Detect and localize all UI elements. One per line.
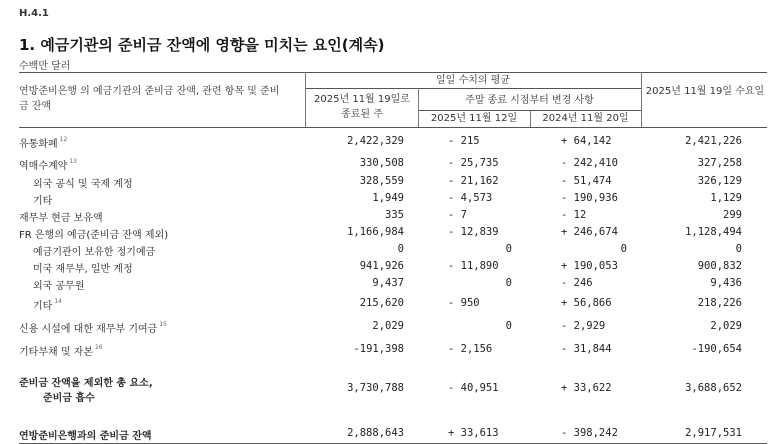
cell-col1: 1,166,984: [347, 226, 404, 238]
table-row: [0, 192, 772, 208]
cell-col1: 3,730,788: [347, 382, 404, 394]
header-group: 일일 수치의 평균: [436, 75, 510, 86]
row-label: [19, 343, 103, 358]
cell-col1: 9,437: [372, 277, 404, 289]
footnote-ref: 12: [59, 136, 68, 143]
cell-col4: 1,128,494: [685, 226, 742, 238]
cell-col4: 218,226: [697, 297, 742, 309]
row-label: [19, 209, 103, 224]
cell-col1: 1,949: [372, 192, 404, 204]
table-row: [0, 260, 772, 276]
row-label-text: 기타: [33, 196, 53, 207]
cell-col1: 335: [385, 209, 404, 221]
cell-col2: 0: [505, 243, 512, 255]
cell-col3: + 64,142: [561, 135, 612, 147]
row-label-text: 예금기관이 보유한 정기예금: [33, 247, 156, 258]
cell-col3: + 33,622: [561, 382, 612, 394]
table-row: [0, 297, 772, 313]
cell-col2: - 11,890: [448, 260, 499, 272]
row-label-text: 기타: [33, 301, 53, 312]
cell-col3: - 398,242: [561, 427, 618, 439]
table-row: [0, 226, 772, 242]
cell-col2: 0: [505, 277, 512, 289]
cell-col1: 328,559: [359, 175, 404, 187]
header-bottom-rule: [19, 127, 767, 128]
cell-col2: - 215: [448, 135, 480, 147]
row-label: [33, 192, 52, 207]
cell-col4: 2,029: [710, 320, 742, 332]
header-col4: 2025년 11월 19일 수요일: [645, 86, 765, 97]
cell-col2: - 4,573: [448, 192, 493, 204]
cell-col1: 2,422,329: [347, 135, 404, 147]
cell-col2: - 21,162: [448, 175, 499, 187]
cell-col2: - 7: [448, 209, 467, 221]
cell-col3: + 246,674: [561, 226, 618, 238]
row-label-text: 신용 시설에 대한 재무부 기여금: [19, 324, 158, 335]
footnote-ref: 15: [159, 321, 167, 328]
cell-col2: - 40,951: [448, 382, 499, 394]
row-label-text: 외국 공식 및 국제 계정: [33, 179, 133, 190]
cell-col3: 0: [620, 243, 627, 255]
row-label: [33, 277, 84, 292]
cell-col3: - 246: [561, 277, 593, 289]
units-label: 수백만 달러: [19, 61, 71, 72]
row-label: [33, 175, 133, 190]
row-label-text: 연방준비은행과의 준비금 잔액: [19, 431, 152, 442]
cell-col3: - 242,410: [561, 157, 618, 169]
table-row: [0, 243, 772, 259]
row-label-cont: 준비금 흡수: [43, 393, 95, 404]
row-label-text: 외국 공무원: [33, 281, 85, 292]
group-rule: [305, 88, 641, 89]
cell-col4: 327,258: [697, 157, 742, 169]
divider: [641, 72, 642, 127]
header-col2: 2025년 11월 12일: [430, 113, 518, 124]
cell-col4: 3,688,652: [685, 382, 742, 394]
footnote-ref: 16: [94, 344, 103, 351]
row-label: [19, 320, 167, 335]
cell-col3: - 2,929: [561, 320, 606, 332]
row-label-text: 준비금 잔액을 제외한 총 요소,: [19, 378, 153, 389]
row-label-text: 미국 재무부, 일반 계정: [33, 264, 133, 275]
cell-col2: - 2,156: [448, 343, 493, 355]
cell-col2: - 950: [448, 297, 480, 309]
cell-col1: 0: [397, 243, 404, 255]
table-row: [0, 320, 772, 336]
cell-col2: + 33,613: [448, 427, 499, 439]
row-label-text: FR 은행의 예금(준비금 잔액 제외): [19, 230, 169, 241]
footnote-ref: 14: [54, 298, 62, 305]
cell-col4: 299: [723, 209, 742, 221]
cell-col1: 330,508: [359, 157, 404, 169]
table-row: [0, 135, 772, 151]
cell-col4: 2,421,226: [685, 135, 742, 147]
cell-col3: - 31,844: [561, 343, 612, 355]
cell-col3: + 190,053: [561, 260, 618, 272]
cell-col1: -191,398: [353, 343, 404, 355]
cell-col4: 1,129: [710, 192, 742, 204]
row-label: [33, 260, 133, 275]
cell-col3: + 56,866: [561, 297, 612, 309]
row-label-text: 기타부채 및 자본: [19, 347, 93, 358]
table-row: [0, 374, 772, 404]
footnote-ref: 13: [69, 158, 77, 165]
row-label: [19, 135, 67, 150]
cell-col3: - 51,474: [561, 175, 612, 187]
table-row: [0, 209, 772, 225]
cell-col4: -190,654: [691, 343, 742, 355]
table-row: [0, 343, 772, 359]
page-title: 1. 예금기관의 준비금 잔액에 영향을 미치는 요인(계속): [19, 36, 385, 54]
row-label: [19, 374, 153, 404]
cell-col1: 941,926: [359, 260, 404, 272]
cell-col2: 0: [505, 320, 512, 332]
table-row: [0, 427, 772, 443]
row-label: [19, 157, 77, 172]
cell-col2: - 25,735: [448, 157, 499, 169]
header-col1: 2025년 11월 19일로 종료된 주: [314, 94, 410, 120]
cell-col1: 215,620: [359, 297, 404, 309]
table-row: [0, 157, 772, 173]
cell-col3: - 12: [561, 209, 587, 221]
cell-col1: 2,888,643: [347, 427, 404, 439]
row-label: [33, 297, 62, 312]
cell-col4: 326,129: [697, 175, 742, 187]
table-row: [0, 175, 772, 191]
header-col3: 2024년 11월 20일: [542, 113, 629, 124]
cell-col3: - 190,936: [561, 192, 618, 204]
row-label-text: 유통화폐: [19, 139, 58, 150]
row-header: 연방준비은행 의 예금기관의 준비금 잔액, 관련 항목 및 준비금 잔액: [19, 86, 280, 112]
cell-col4: 9,436: [710, 277, 742, 289]
section-id: H.4.1: [19, 8, 49, 19]
table-row: [0, 277, 772, 293]
header-subgroup: 주말 종료 시점부터 변경 사항: [465, 95, 594, 106]
cell-col4: 0: [735, 243, 742, 255]
cell-col2: - 12,839: [448, 226, 499, 238]
row-label: [33, 243, 155, 258]
cell-col4: 900,832: [697, 260, 742, 272]
row-label: [19, 226, 168, 241]
cell-col1: 2,029: [372, 320, 404, 332]
row-label-text: 재무부 현금 보유액: [19, 213, 103, 224]
cell-col4: 2,917,531: [685, 427, 742, 439]
row-label-text: 역매수계약: [19, 161, 68, 172]
row-label: [19, 427, 152, 442]
